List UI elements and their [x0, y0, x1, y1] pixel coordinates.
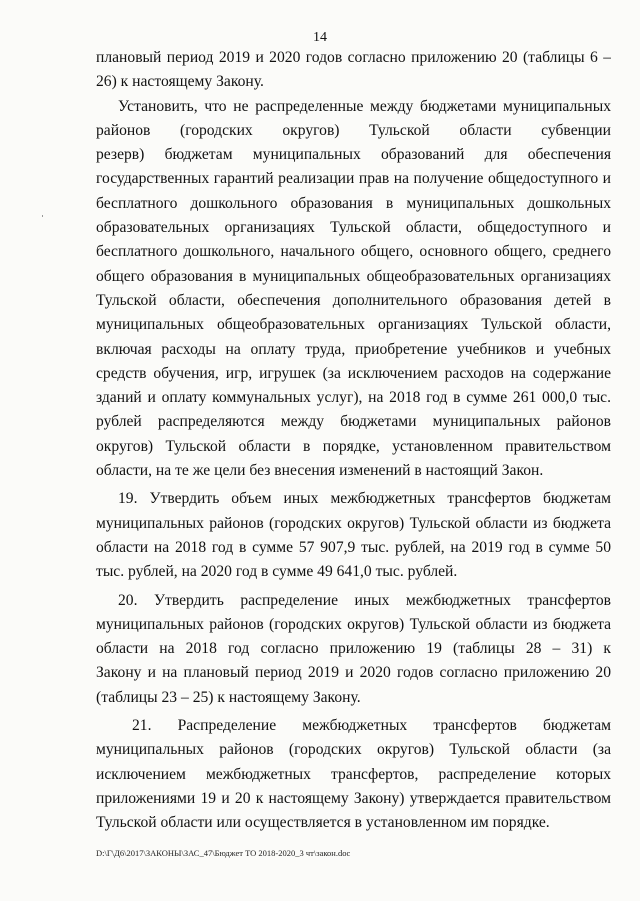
text-line: Тульской области, обеспечения дополнительного образования детей в — [96, 291, 611, 309]
text-line: 26) к настоящему Закону. — [96, 73, 264, 91]
text-line: образовательных организациях Тульской области, общедоступного и — [96, 219, 611, 237]
text-line: плановый период 2019 и 2020 годов согласно приложению 20 (таблицы 6 – — [96, 49, 611, 66]
text-line: 19. Утвердить объем иных межбюджетных трансфертов бюджетам — [118, 490, 611, 508]
text-line: муниципальных районов (городских округов) Тульской области из бюджета — [96, 514, 611, 532]
text-line: бесплатного дошкольного, начального общего, основного общего, среднего — [96, 243, 611, 261]
text-line: области на 2018 год в сумме 57 907,9 тыс. рублей, на 2019 год в сумме 50 — [96, 538, 611, 556]
text-line: бесплатного дошкольного образования в муниципальных дошкольных — [96, 194, 611, 212]
text-line: резерв) бюджетам муниципальных образований для обеспечения — [96, 146, 611, 164]
text-line: муниципальных общеобразовательных организациях Тульской области, — [96, 316, 611, 334]
text-line: включая расходы на оплату труда, приобретение учебников и учебных — [96, 340, 611, 358]
text-line: Тульской области или осуществляется в установленном им порядке. — [96, 814, 550, 832]
footer-file-path: D:\Г\Д6\2017\ЗАКОНЫ\ЗАС_47\Бюджет ТО 2018-2020_3 чт\закон.doc — [96, 848, 351, 858]
text-line: 21. Распределение межбюджетных трансфертов бюджетам — [132, 717, 611, 735]
text-line: тыс. рублей, на 2020 год в сумме 49 641,0 тыс. рублей. — [96, 563, 458, 581]
text-line: области на 2018 год согласно приложению 19 (таблицы 28 – 31) к — [96, 640, 611, 658]
text-line: муниципальных районов (городских округов) Тульской области (за — [96, 741, 611, 759]
text-line: рублей распределяются между бюджетами муниципальных районов — [96, 413, 611, 431]
document-body — [96, 46, 611, 836]
text-line: районов (городских округов) Тульской области субвенции — [96, 121, 611, 139]
text-line: Установить, что не распределенные между бюджетами муниципальных — [118, 97, 611, 115]
text-line: муниципальных районов (городских округов) Тульской области из бюджета — [96, 615, 611, 633]
text-line: государственных гарантий реализации прав на получение общедоступного и — [96, 170, 611, 188]
text-line: приложениями 19 и 20 к настоящему Закону) утверждается правительством — [96, 789, 611, 807]
text-line: исключением межбюджетных трансфертов, распределение которых — [96, 765, 611, 783]
text-line: средств обучения, игр, игрушек (за исключением расходов на содержание — [96, 364, 611, 382]
text-line: 20. Утвердить распределение иных межбюджетных трансфертов — [118, 591, 611, 609]
text-line: области, на те же цели без внесения изменений в настоящий Закон. — [96, 462, 544, 480]
page-number: 14 — [313, 30, 327, 45]
text-line: зданий и оплату коммунальных услуг), на 2018 год в сумме 261 000,0 тыс. — [96, 389, 611, 407]
text-line: Закону и на плановый период 2019 и 2020 годов согласно приложению 20 — [96, 664, 611, 682]
text-line: (таблицы 23 – 25) к настоящему Закону. — [96, 688, 361, 706]
text-line: округов) Тульской области в порядке, установленном правительством — [96, 437, 611, 455]
scan-speck — [42, 215, 43, 217]
text-line: общего образования в муниципальных общеобразовательных организациях — [96, 267, 611, 285]
